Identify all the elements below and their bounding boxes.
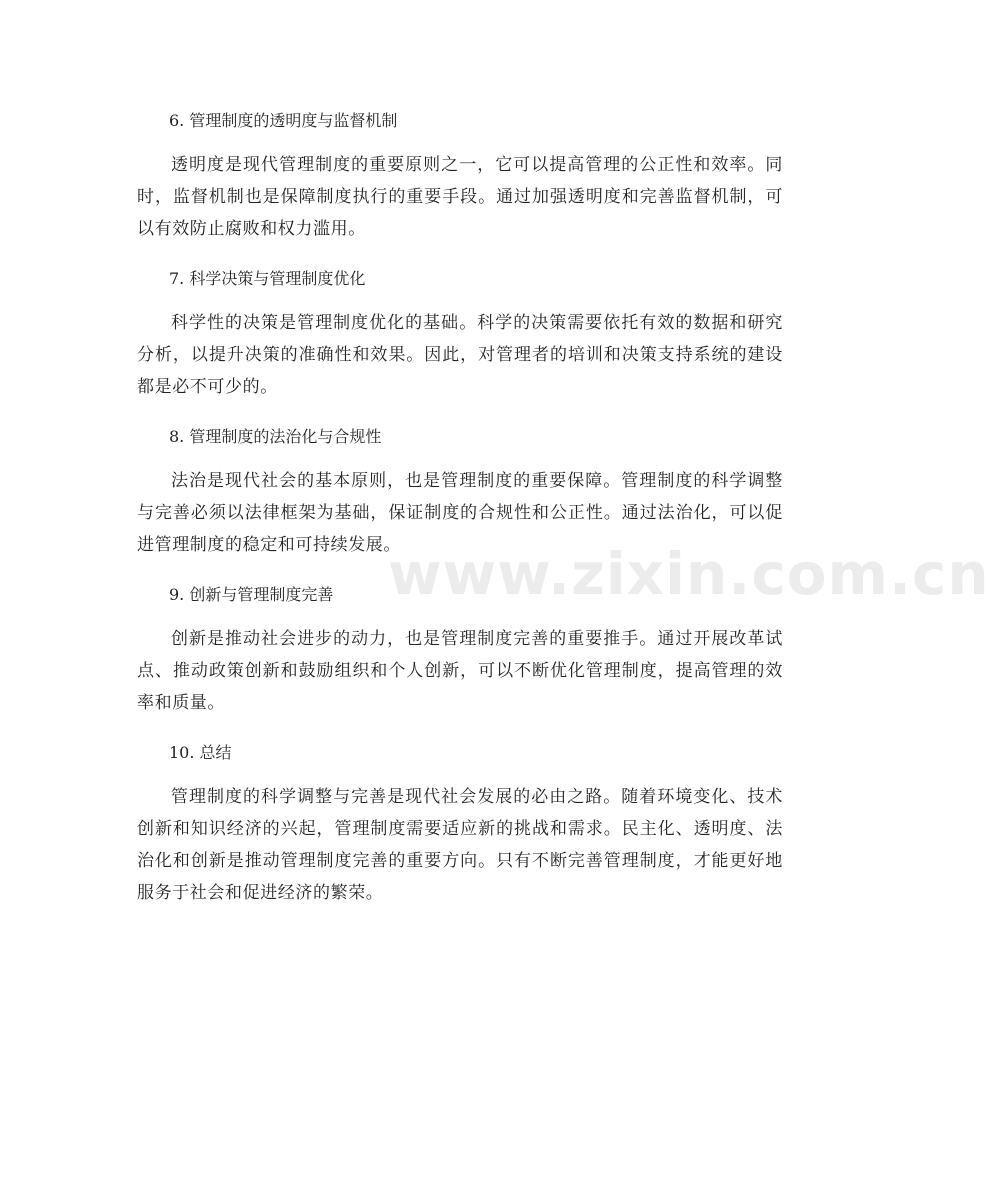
section-heading-7: 7. 科学决策与管理制度优化 [169,269,366,288]
section-heading-10: 10. 总结 [169,743,232,762]
section-heading-9: 9. 创新与管理制度完善 [169,585,334,604]
section-heading-6: 6. 管理制度的透明度与监督机制 [169,111,398,130]
section-body-7: 科学性的决策是管理制度优化的基础。科学的决策需要依托有效的数据和研究分析，以提升决策的准确性和效果。因此，对管理者的培训和决策支持系统的建设都是必不可少的。 [137,313,783,397]
watermark: www.zixin.com.cn [388,540,990,608]
section-heading-8: 8. 管理制度的法治化与合规性 [169,427,382,446]
document-content [137,104,783,926]
section-body-9: 创新是推动社会进步的动力，也是管理制度完善的重要推手。通过开展改革试点、推动政策创新和鼓励组织和个人创新，可以不断优化管理制度，提高管理的效率和质量。 [137,629,783,713]
section-body-8: 法治是现代社会的基本原则，也是管理制度的重要保障。管理制度的科学调整与完善必须以法律框架为基础，保证制度的合规性和公正性。通过法治化，可以促进管理制度的稳定和可持续发展。 [137,471,783,555]
section-body-10: 管理制度的科学调整与完善是现代社会发展的必由之路。随着环境变化、技术创新和知识经济的兴起，管理制度需要适应新的挑战和需求。民主化、透明度、法治化和创新是推动管理制度完善的重要方向。只有不断完善管理制度，才能更好地服务于社会和促进经济的繁荣。 [137,787,783,903]
section-body-6: 透明度是现代管理制度的重要原则之一，它可以提高管理的公正性和效率。同时，监督机制也是保障制度执行的重要手段。通过加强透明度和完善监督机制，可以有效防止腐败和权力滥用。 [137,155,783,239]
